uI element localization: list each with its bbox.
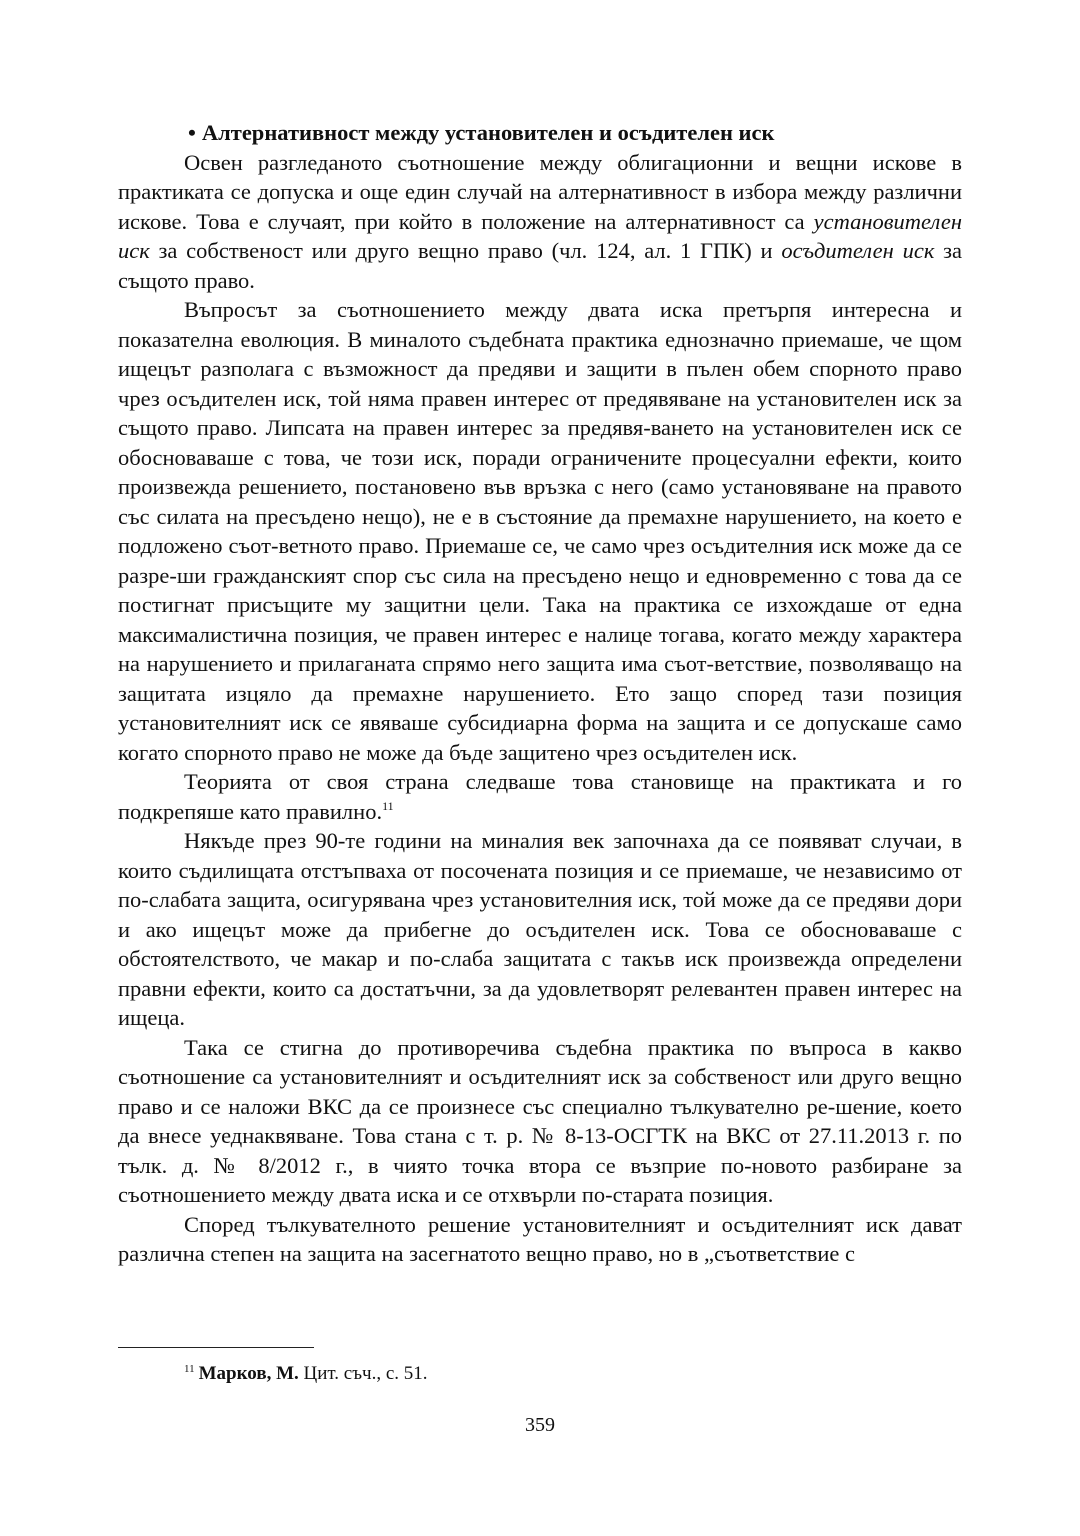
paragraph-4: Някъде през 90-те години на миналия век започнаха да се появяват случаи, в които съдилищата отстъпваха от посочената позиция и се приемаше, че независимо от по-слабата защита, осигурявана чрез установителния иск, той може да се предяви дори и ако ищецът може да прибегне до осъдителен иск. Това се обосноваваше с обстоятелството, че макар и по-слаба защитата с такъв иск произвежда определени правни ефекти, които са достатъчни, за да удовлетворят релевантен правен интерес на ищеца. (118, 828, 962, 1030)
page-body (118, 118, 962, 1269)
paragraph-3-text: Теорията от своя страна следваше това становище на практиката и го подкрепяше като правилно. (118, 769, 962, 824)
paragraph-1-text-e: за същото право. (118, 238, 963, 293)
section-heading (188, 118, 962, 148)
paragraph-6: Според тълкувателното решение установителният и осъдителният иск дават различна степен на защита на засегнатото вещно право, но в „съответствие с (118, 1211, 962, 1266)
bullet-icon: • (188, 120, 196, 145)
page-number: 359 (525, 1414, 555, 1436)
paragraph-1-text-a: Освен разгледаното съотношение между облигационни и вещни искове в практиката се допуска и още един случай на алтернативност в избора между различни искове. Това е случаят, при който в положение на алтернативност са (118, 149, 962, 234)
paragraph-2: Въпросът за съотношението между двата иска претърпя интересна и показателна еволюция. В миналото съдебната практика еднозначно приемаше, че щом ищецът разполага с възможност да предяви и защити в пълен обем спорното право чрез осъдителен иск, той няма правен интерес от предявяване на установителен иск за същото право. Липсата на правен интерес за предявя-ването на установителен иск се обосноваваше с това, че този иск, поради ограничените процесуални ефекти, които произвежда решението, постановено във връзка с него (само установяване на правото със силата на пресъдено нещо), не е в състояние да премахне нарушението, на което е подложено съот-ветното право. Приемаше се, че само чрез осъдителния иск може да се разре-ши гражданският спор със сила на пресъдено нещо и едновременно с това да се постигнат присъщите му защитни цели. Така на практика се изхождаше от една максималистична позиция, че правен интерес е налице тогава, когато между характера на нарушението и прилаганата спрямо него защита има съот-ветствие, позволяващо на защитата изцяло да премахне нарушението. Ето защо според тази позиция установителният иск се явяваше субсидиарна форма на защита и се допускаше само когато спорното право не може да бъде защитено чрез осъдителен иск. (118, 297, 962, 765)
footnote-number: 11 (184, 1363, 195, 1375)
section-heading-text: Алтернативност между установителен и осъдителен иск (201, 120, 775, 145)
paragraph-1 (118, 148, 962, 296)
paragraph-1-italic-term-1: установителен иск (118, 208, 962, 263)
footnote (184, 1362, 428, 1386)
footnote-ref[interactable]: 11 (382, 798, 394, 813)
paragraph-3 (118, 767, 962, 826)
paragraph-5: Така се стигна до противоречива съдебна практика по въпроса в какво съотношение са установителният и осъдителният иск за собственост или друго вещно право и се наложи ВКС да се произнесе със специално тълкувателно ре-шение, което да внесе уеднаквяване. Това стана с т. р. № 8-13-ОСГТК на ВКС от 27.11.2013 г. по тълк. д. № 8/2012 г., в чиято точка втора се възприе по-новото разбиране за съотношението между двата иска и се отхвърли по-старата позиция. (118, 1034, 962, 1207)
footnote-author: Марков, М. (198, 1363, 299, 1384)
footnote-divider (118, 1347, 314, 1348)
paragraph-1-text-c: за собственост или друго вещно право (чл. 124, ал. 1 ГПК) и (149, 238, 782, 263)
footnote-text: Цит. съч., с. 51. (298, 1363, 428, 1384)
paragraph-1-italic-term-2: осъдителен иск (781, 238, 935, 263)
